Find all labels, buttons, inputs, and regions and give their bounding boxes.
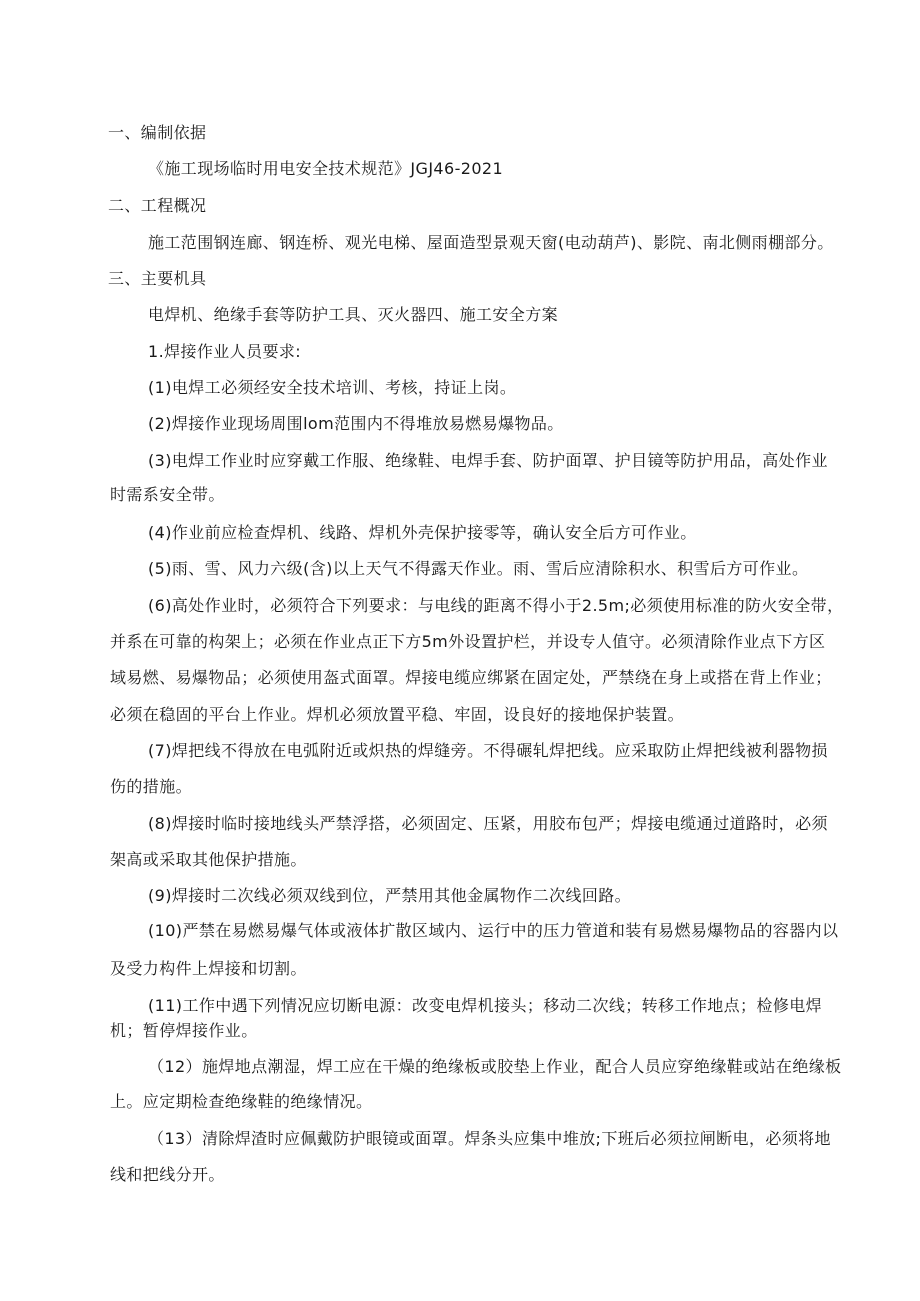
paragraph-line: (11)工作中遇下列情况应切断电源：改变电焊机接头；移动二次线；转移工作地点；检修电焊 [148,996,823,1015]
paragraph-line: 线和把线分开。 [110,1165,225,1184]
section-2-text: 施工范围钢连廊、钢连桥、观光电梯、屋面造型景观天窗(电动葫芦)、影院、南北侧雨棚部分。 [148,233,834,252]
paragraph-line: 上。应定期检查绝缘鞋的绝缘情况。 [110,1092,373,1111]
paragraph-line: (9)焊接时二次线必须双线到位，严禁用其他金属物作二次线回路。 [148,886,632,905]
paragraph-line: (2)焊接作业现场周围lom范围内不得堆放易燃易爆物品。 [148,414,564,433]
section-3-heading: 三、主要机具 [108,269,207,288]
paragraph-line: 时需系安全带。 [110,485,225,504]
paragraph-line: (1)电焊工必须经安全技术培训、考核，持证上岗。 [148,378,517,397]
section-3-text: 电焊机、绝缘手套等防护工具、灭火器四、施工安全方案 [148,305,559,324]
section-1-text: 《施工现场临时用电安全技术规范》JGJ46-2021 [148,159,504,178]
paragraph-line: (4)作业前应检查焊机、线路、焊机外壳保护接零等，确认安全后方可作业。 [148,523,697,542]
paragraph-line: (6)高处作业时，必须符合下列要求：与电线的距离不得小于2.5m;必须使用标准的防火安全带， [148,596,844,615]
paragraph-line: (8)焊接时临时接地线头严禁浮搭，必须固定、压紧，用胶布包严；焊接电缆通过道路时，必须 [148,814,828,833]
paragraph-line: 并系在可靠的构架上；必须在作业点正下方5m外设置护栏，并设专人值守。必须清除作业点下方区 [110,632,826,651]
paragraph-line: (3)电焊工作业时应穿戴工作服、绝缘鞋、电焊手套、防护面罩、护目镜等防护用品，高处作业 [148,451,828,470]
paragraph-line: 域易燃、易爆物品；必须使用盔式面罩。焊接电缆应绑紧在固定处，严禁绕在身上或搭在背上作业； [110,668,832,687]
paragraph-line: （12）施焊地点潮湿，焊工应在干燥的绝缘板或胶垫上作业，配合人员应穿绝缘鞋或站在绝缘板 [148,1057,842,1076]
paragraph-line: 及受力构件上焊接和切割。 [110,959,307,978]
paragraph-line: 架高或采取其他保护措施。 [110,850,307,869]
paragraph-line: 伤的措施。 [110,777,193,796]
paragraph-line: (7)焊把线不得放在电弧附近或炽热的焊缝旁。不得碾轧焊把线。应采取防止焊把线被利器物损 [148,741,828,760]
paragraph-line: 必须在稳固的平台上作业。焊机必须放置平稳、牢固，设良好的接地保护装置。 [110,705,685,724]
section-2-heading: 二、工程概况 [108,196,207,215]
paragraph-line: (10)严禁在易燃易爆气体或液体扩散区域内、运行中的压力管道和装有易燃易爆物品的容器内以 [148,921,839,940]
paragraph-line: 机；暂停焊接作业。 [110,1021,258,1040]
paragraph-line: (5)雨、雪、风力六级(含)以上天气不得露天作业。雨、雪后应清除积水、积雪后方可作业。 [148,559,809,578]
paragraph-line: （13）清除焊渣时应佩戴防护眼镜或面罩。焊条头应集中堆放;下班后必须拉闸断电，必须将地 [148,1129,831,1148]
section-1-heading: 一、编制依据 [108,123,207,142]
subsection-heading: 1.焊接作业人员要求: [148,342,302,361]
